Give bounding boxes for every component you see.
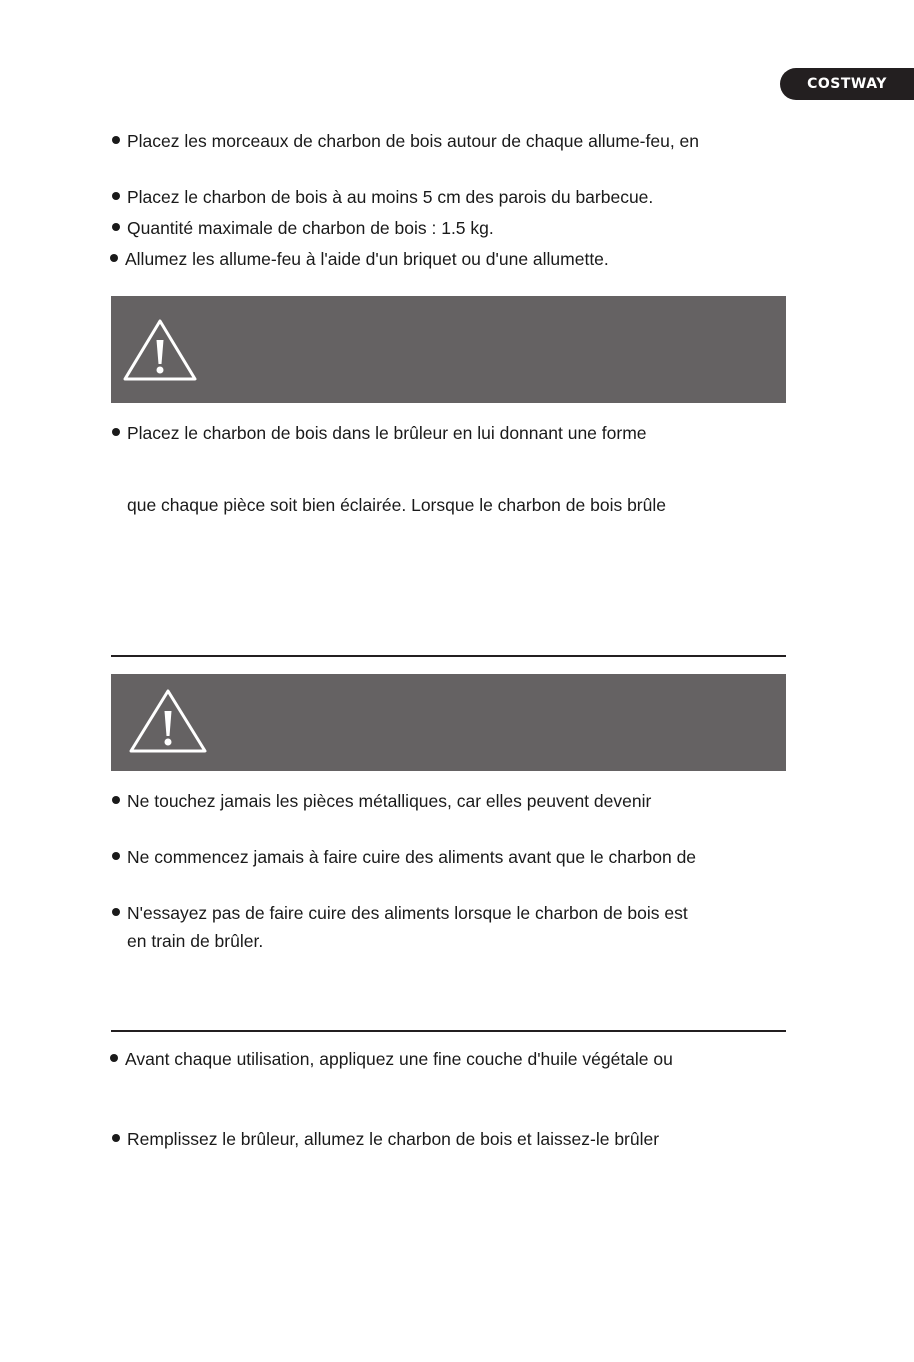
brand-logo-tab [780,68,914,100]
list-item-continuation: que chaque pièce soit bien éclairée. Lorsque le charbon de bois brûle [127,495,666,515]
section-divider [111,1030,786,1032]
list-item: Remplissez le brûleur, allumez le charbon de bois et laissez-le brûler [112,1128,792,1150]
bullet-icon [112,136,120,144]
list-item: Placez les morceaux de charbon de bois autour de chaque allume-feu, en [112,130,792,152]
list-item: Ne commencez jamais à faire cuire des aliments avant que le charbon de [112,846,792,868]
bullet-icon [112,223,120,231]
bullet-icon [112,192,120,200]
bullet-icon [112,1134,120,1142]
list-item: Quantité maximale de charbon de bois : 1.5 kg. [112,217,792,239]
bullet-icon [110,1054,118,1062]
list-item-continuation: en train de brûler. [127,931,264,951]
bullet-icon [112,428,120,436]
warning-banner [111,296,786,403]
bullet-icon [112,852,120,860]
warning-triangle-icon [128,688,208,754]
list-item: N'essayez pas de faire cuire des aliments lorsque le charbon de bois est [112,902,792,924]
list-item: Placez le charbon de bois à au moins 5 cm des parois du barbecue. [112,186,792,208]
list-item: Placez le charbon de bois dans le brûleur en lui donnant une forme [112,422,792,444]
bullet-icon [110,254,118,262]
list-item: Ne touchez jamais les pièces métalliques, car elles peuvent devenir [112,790,792,812]
list-item: Allumez les allume-feu à l'aide d'un briquet ou d'une allumette. [110,248,790,270]
bullet-icon [112,908,120,916]
list-item: Avant chaque utilisation, appliquez une fine couche d'huile végétale ou [110,1048,790,1070]
brand-name: COSTWAY [807,76,887,92]
warning-triangle-icon [122,318,198,382]
warning-banner [111,674,786,771]
bullet-icon [112,796,120,804]
section-divider [111,655,786,657]
